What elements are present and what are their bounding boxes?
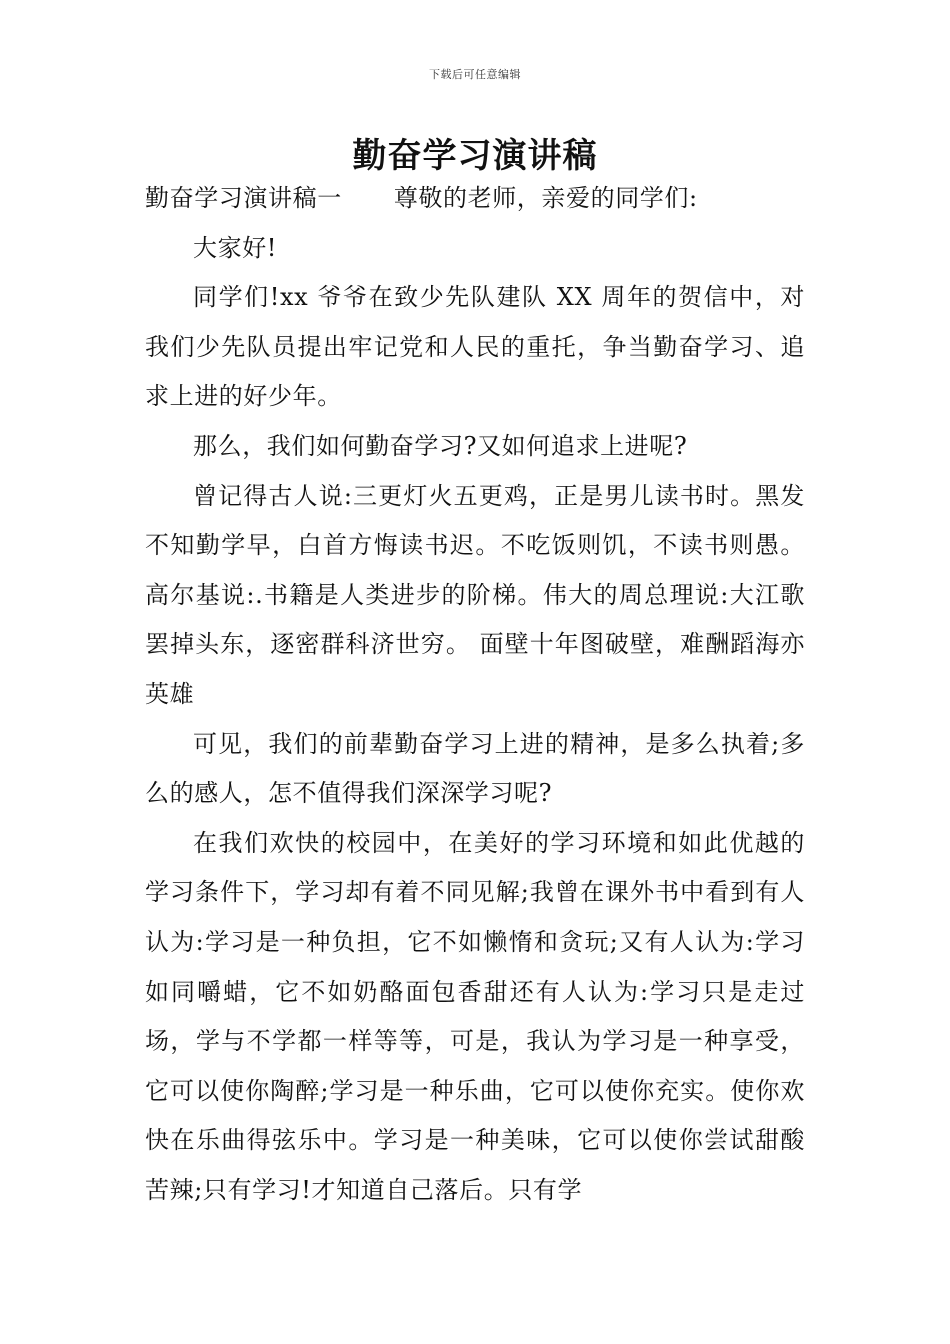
paragraph: 同学们!xx 爷爷在致少先队建队 XX 周年的贺信中，对我们少先队员提出牢记党和人民的重托，争当勤奋学习、追求上进的好少年。 bbox=[145, 283, 805, 411]
intro-line bbox=[145, 174, 805, 224]
header-note: 下载后可任意编辑 bbox=[429, 68, 521, 81]
document-title: 勤奋学习演讲稿 bbox=[352, 136, 598, 176]
paragraph: 曾记得古人说:三更灯火五更鸡，正是男儿读书时。黑发不知勤学早，白首方悔读书迟。不吃饭则饥，不读书则愚。高尔基说:.书籍是人类进步的阶梯。伟大的周总理说:大江歌罢掉头东，逐密群科济世穷。 面壁十年图破壁，难酬蹈海亦英雄 bbox=[145, 481, 805, 708]
paragraph: 那么，我们如何勤奋学习?又如何追求上进呢? bbox=[193, 431, 688, 460]
document-body bbox=[145, 174, 805, 1215]
part-label: 勤奋学习演讲稿一 bbox=[145, 184, 342, 212]
paragraph: 可见，我们的前辈勤奋学习上进的精神，是多么执着;多么的感人，怎不值得我们深深学习呢? bbox=[145, 729, 805, 808]
paragraph-greeting: 大家好! bbox=[193, 233, 278, 262]
salutation: 尊敬的老师，亲爱的同学们: bbox=[393, 184, 698, 212]
paragraph: 在我们欢快的校园中，在美好的学习环境和如此优越的学习条件下，学习却有着不同见解;我曾在课外书中看到有人认为:学习是一种负担，它不如懒惰和贪玩;又有人认为:学习如同嚼蜡，它不如奶酪面包香甜还有人认为:学习只是走过场，学与不学都一样等等，可是，我认为学习是一种享受，它可以使你陶醉;学习是一种乐曲，它可以使你充实。使你欢快在乐曲得弦乐中。学习是一种美味，它可以使你尝试甜酸苦辣;只有学习!才知道自己落后。只有学 bbox=[145, 828, 805, 1204]
